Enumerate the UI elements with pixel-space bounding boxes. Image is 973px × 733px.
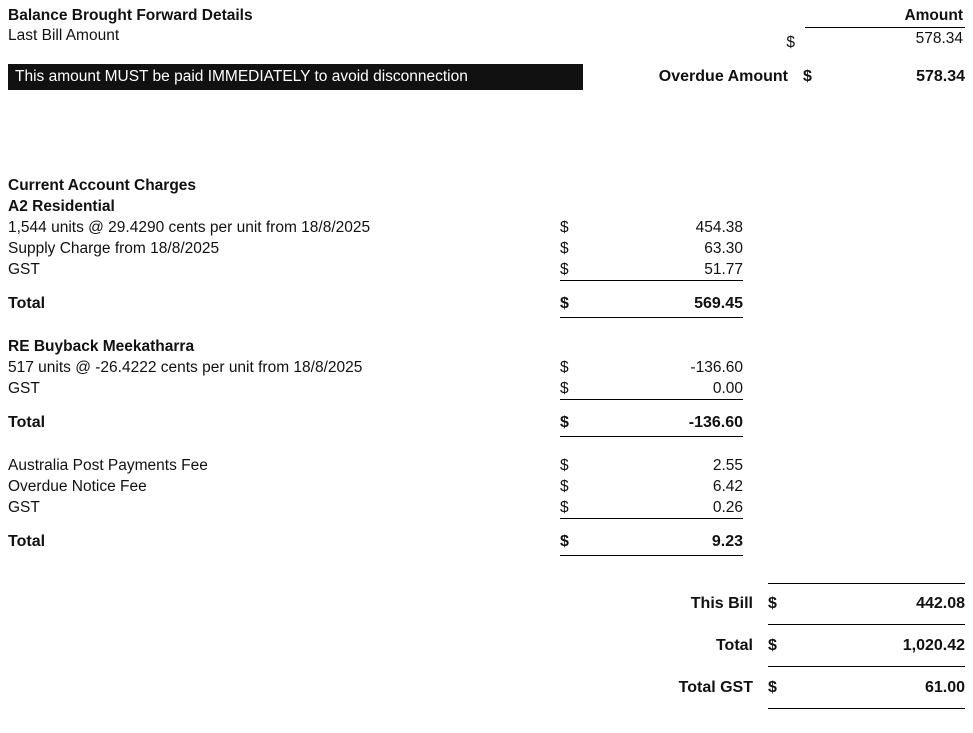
charge-currency-symbol: $ <box>560 359 569 376</box>
current-account-charges-heading: Current Account Charges <box>8 177 197 194</box>
section-total-amount: -136.60 <box>688 414 743 431</box>
charge-description: GST <box>8 380 40 397</box>
charge-currency-symbol: $ <box>560 219 569 236</box>
section-title-re-buyback: RE Buyback Meekatharra <box>8 338 195 355</box>
summary-label: Total GST <box>678 679 753 696</box>
summary-row-this-bill <box>8 583 965 625</box>
balance-brought-forward-title: Balance Brought Forward Details <box>8 7 253 24</box>
overdue-amount-label: Overdue Amount <box>658 68 788 85</box>
last-bill-currency-symbol: $ <box>786 34 795 51</box>
charge-currency-symbol: $ <box>560 261 569 278</box>
section-total-currency-symbol: $ <box>560 533 569 550</box>
charge-amount: 51.77 <box>704 261 743 278</box>
charge-line-item <box>8 497 965 518</box>
charge-description: GST <box>8 261 40 278</box>
section-title-a2-residential: A2 Residential <box>8 198 115 215</box>
section-total-rule <box>560 555 743 556</box>
summary-amount: 1,020.42 <box>902 637 965 654</box>
summary-row-total <box>8 625 965 667</box>
section-total-rule <box>560 436 743 437</box>
charge-description: GST <box>8 499 40 516</box>
charge-amount: -136.60 <box>690 359 743 376</box>
section-subtotal-rule <box>560 280 743 281</box>
section-total-row <box>8 529 965 555</box>
charge-description: Overdue Notice Fee <box>8 478 147 495</box>
summary-currency-symbol: $ <box>768 679 777 696</box>
charge-currency-symbol: $ <box>560 457 569 474</box>
section-total-row <box>8 291 965 317</box>
summary-currency-symbol: $ <box>768 637 777 654</box>
section-total-label: Total <box>8 533 46 550</box>
section-subtotal-rule <box>560 399 743 400</box>
charge-currency-symbol: $ <box>560 240 569 257</box>
summary-totals-section <box>8 583 965 709</box>
charge-line-item <box>8 476 965 497</box>
charge-description: Australia Post Payments Fee <box>8 457 208 474</box>
charge-currency-symbol: $ <box>560 380 569 397</box>
balance-brought-forward-section <box>8 6 965 51</box>
charge-amount: 2.55 <box>712 457 743 474</box>
section-total-amount: 569.45 <box>694 295 743 312</box>
charge-currency-symbol: $ <box>560 499 569 516</box>
summary-amount: 61.00 <box>924 679 965 696</box>
section-subtotal-rule <box>560 518 743 519</box>
overdue-warning-banner: This amount MUST be paid IMMEDIATELY to avoid disconnection <box>8 64 583 90</box>
current-account-charges-section <box>8 175 965 556</box>
section-total-row <box>8 410 965 436</box>
charge-description: 1,544 units @ 29.4290 cents per unit from 18/8/2025 <box>8 219 371 236</box>
section-total-currency-symbol: $ <box>560 295 569 312</box>
charge-line-item <box>8 259 965 280</box>
amount-column-header: Amount <box>904 7 963 24</box>
charge-line-item <box>8 238 965 259</box>
charge-currency-symbol: $ <box>560 478 569 495</box>
summary-label: Total <box>715 637 753 654</box>
charge-amount: 6.42 <box>712 478 743 495</box>
balance-amount-column <box>805 6 965 49</box>
summary-amount: 442.08 <box>916 595 965 612</box>
charge-description: 517 units @ -26.4222 cents per unit from 18/8/2025 <box>8 359 363 376</box>
summary-rule <box>768 708 965 709</box>
charge-line-item <box>8 217 965 238</box>
charge-line-item <box>8 357 965 378</box>
overdue-amount-value: 578.34 <box>916 68 965 85</box>
last-bill-amount-value: 578.34 <box>915 30 963 47</box>
overdue-row <box>8 64 965 90</box>
summary-row-total-gst <box>8 667 965 709</box>
summary-label: This Bill <box>690 595 753 612</box>
section-total-currency-symbol: $ <box>560 414 569 431</box>
summary-currency-symbol: $ <box>768 595 777 612</box>
last-bill-amount-label: Last Bill Amount <box>8 27 120 44</box>
charge-line-item <box>8 455 965 476</box>
section-total-label: Total <box>8 295 46 312</box>
charge-amount: 63.30 <box>704 240 743 257</box>
section-total-rule <box>560 317 743 318</box>
charge-description: Supply Charge from 18/8/2025 <box>8 240 220 257</box>
charge-line-item <box>8 378 965 399</box>
charge-amount: 0.26 <box>712 499 743 516</box>
charge-amount: 454.38 <box>695 219 743 236</box>
section-total-label: Total <box>8 414 46 431</box>
charge-amount: 0.00 <box>712 380 743 397</box>
section-total-amount: 9.23 <box>711 533 743 550</box>
overdue-currency-symbol: $ <box>803 68 812 85</box>
